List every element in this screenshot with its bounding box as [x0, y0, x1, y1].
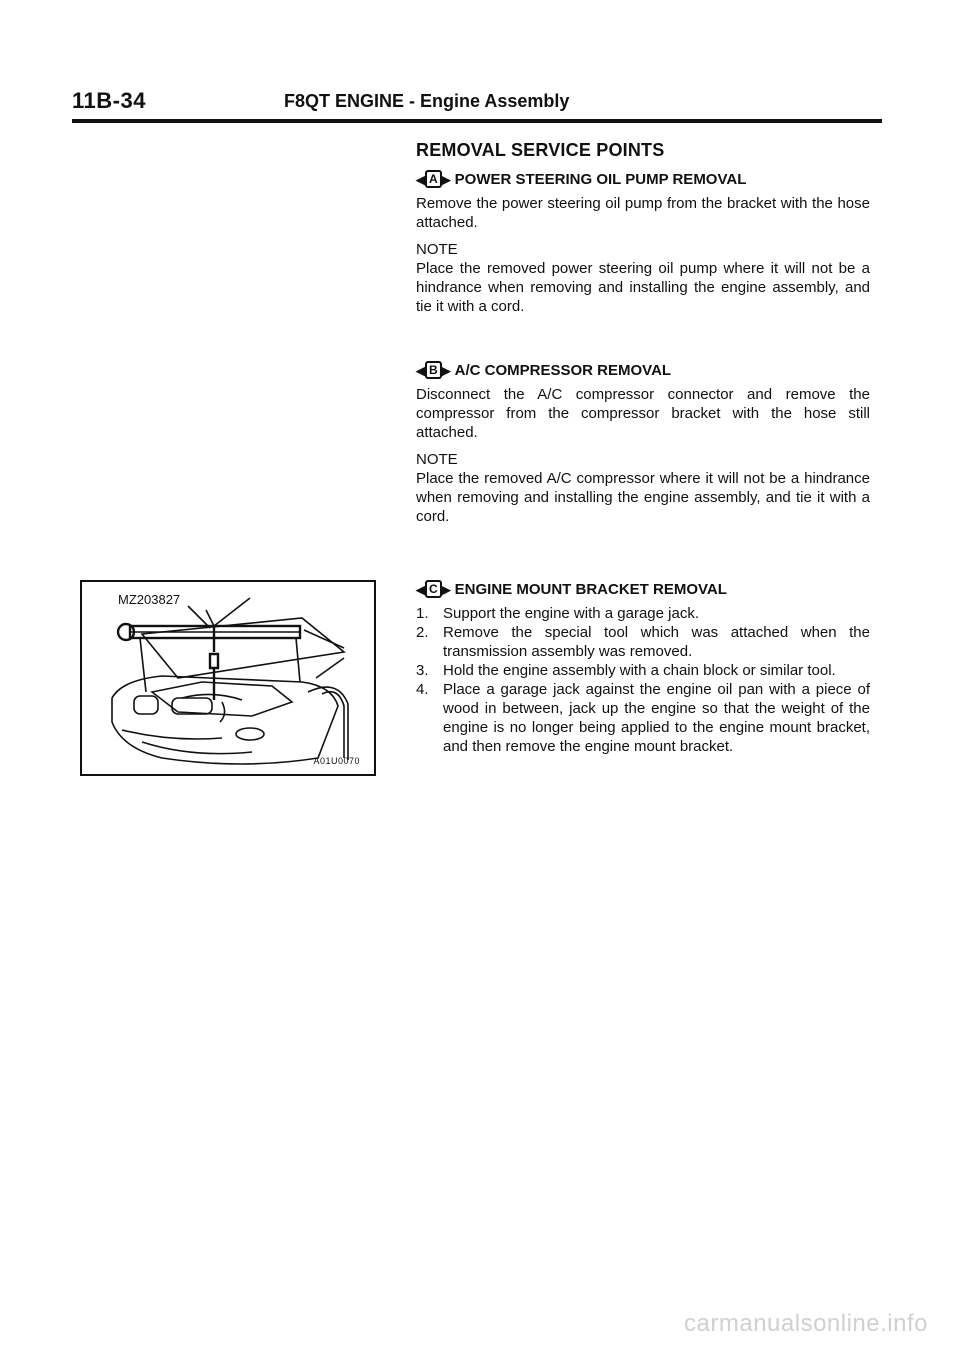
block-heading-text: A/C COMPRESSOR REMOVAL	[454, 361, 672, 379]
page-number: 11B-34	[72, 88, 146, 113]
marker-c-icon: ◀ C ▶	[416, 581, 451, 597]
step-item: 4. Place a garage jack against the engine oil pan with a piece of wood in between, jack up the engine so that the weight of the engine is no longer being applied to the engine mount bracket, and then remove the engine mount bracket.	[416, 681, 870, 755]
figure-code: A01U0070	[313, 756, 360, 766]
step-item: 3. Hold the engine assembly with a chain block or similar tool.	[416, 662, 836, 679]
note-text: Place the removed A/C compressor where it will not be a hindrance when removing and installing the engine assembly, and tie it with a cord.	[416, 470, 870, 525]
removal-block-a	[416, 170, 870, 324]
step-item: 1. Support the engine with a garage jack.	[416, 605, 700, 622]
section-heading: REMOVAL SERVICE POINTS	[416, 140, 665, 160]
step-item: 2. Remove the special tool which was attached when the transmission assembly was removed.	[416, 624, 870, 660]
tool-part-number: MZ203827	[118, 592, 181, 607]
marker-a-icon: ◀ A ▶	[416, 171, 451, 187]
engine-hoist-illustration	[82, 582, 374, 774]
header-rule	[72, 119, 882, 123]
step-list	[416, 604, 870, 756]
block-heading	[416, 580, 870, 598]
block-heading-text: ENGINE MOUNT BRACKET REMOVAL	[454, 580, 727, 598]
block-paragraph: Disconnect the A/C compressor connector and remove the compressor from the compressor bracket with the hose still attached.	[416, 386, 870, 441]
block-heading	[416, 361, 870, 379]
marker-b-icon: ◀ B ▶	[416, 362, 451, 378]
block-heading	[416, 170, 870, 188]
note-label: NOTE	[416, 451, 458, 468]
removal-block-b	[416, 361, 870, 534]
watermark: carmanualsonline.info	[684, 1310, 928, 1337]
block-paragraph: Remove the power steering oil pump from the bracket with the hose attached.	[416, 195, 870, 231]
header-title: F8QT ENGINE - Engine Assembly	[284, 91, 570, 111]
page-header	[72, 86, 880, 122]
note-text: Place the removed power steering oil pump where it will not be a hindrance when removing and installing the engine assembly, and tie it with a cord.	[416, 260, 870, 315]
engine-support-figure	[80, 580, 376, 776]
block-heading-text: POWER STEERING OIL PUMP REMOVAL	[454, 170, 747, 188]
note-label: NOTE	[416, 241, 458, 258]
removal-block-c	[416, 580, 870, 756]
